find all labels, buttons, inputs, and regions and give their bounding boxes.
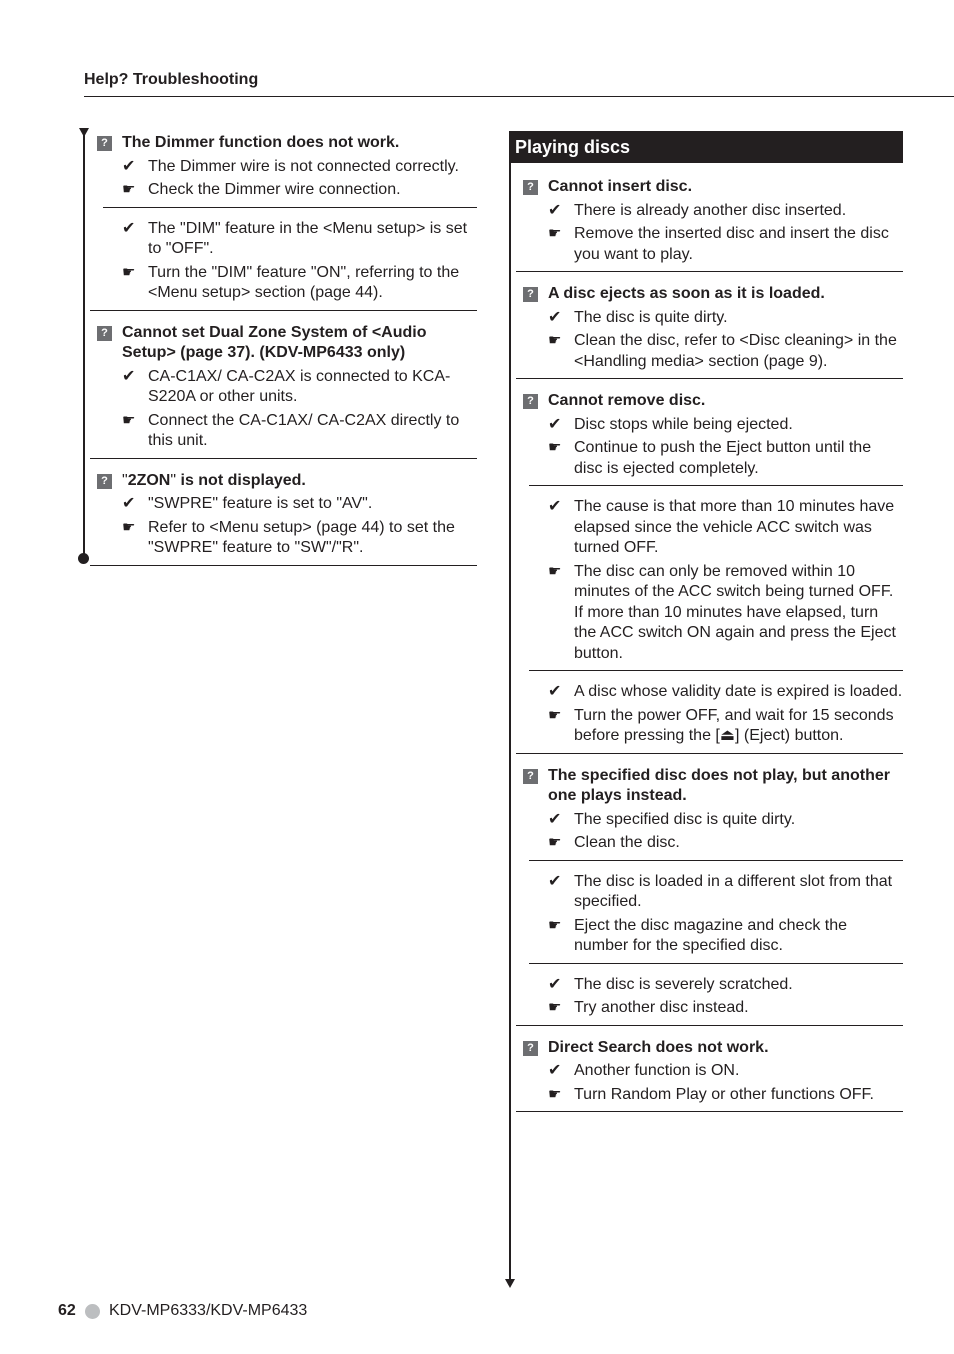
page-number: 62 (58, 1302, 76, 1319)
remedy-text: Connect the CA-C1AX/ CA-C2AX directly to this unit. (148, 411, 460, 449)
question-icon: ? (97, 136, 112, 151)
pointing-hand-icon: ☛ (548, 916, 562, 934)
check-icon: ✔ (122, 495, 136, 512)
problem-title: Direct Search does not work. (548, 1038, 769, 1056)
pointing-hand-icon: ☛ (122, 263, 136, 281)
model-name: KDV-MP6333/KDV-MP6433 (109, 1302, 308, 1319)
problem-title: Cannot set Dual Zone System of <Audio Setup> (page 37). (KDV-MP6433 only) (122, 323, 427, 361)
left-column (90, 133, 477, 566)
cause-text: The disc is severely scratched. (574, 975, 793, 993)
problem-block (90, 133, 477, 311)
check-icon: ✔ (548, 810, 562, 828)
check-icon: ✔ (548, 683, 562, 700)
check-icon: ✔ (548, 415, 562, 433)
problem-title: "2ZON" is not displayed. (122, 471, 306, 489)
pointing-hand-icon: ☛ (548, 562, 562, 580)
cause-text: "SWPRE" feature is set to "AV". (148, 495, 373, 512)
pointing-hand-icon: ☛ (548, 834, 562, 851)
check-icon: ✔ (548, 308, 562, 326)
check-icon: ✔ (548, 1062, 562, 1079)
remedy-text: Clean the disc, refer to <Disc cleaning> in the <Handling media> section (page 9). (574, 332, 897, 370)
problem-block (516, 1038, 903, 1113)
check-icon: ✔ (548, 872, 562, 890)
cause-text: Another function is ON. (574, 1062, 740, 1079)
cause-text: A disc whose validity date is expired is loaded. (574, 683, 903, 700)
question-icon: ? (523, 394, 538, 409)
page-header-title: Help? Troubleshooting (84, 71, 259, 88)
question-icon: ? (523, 769, 538, 784)
right-column (516, 131, 903, 1112)
flow-end-dot-icon (78, 553, 89, 564)
question-icon: ? (97, 326, 112, 341)
question-icon: ? (97, 474, 112, 489)
pointing-hand-icon: ☛ (548, 332, 562, 349)
flow-arrow-down-icon (79, 128, 89, 137)
problem-block (516, 766, 903, 1026)
cause-text: The disc is quite dirty. (574, 308, 728, 326)
remedy-text: The disc can only be removed within 10 minutes of the ACC switch being turned OFF. If more than 10 minutes have elapsed, turn the ACC switch ON again and press the Eject button. (574, 562, 896, 662)
remedy-text: Try another disc instead. (574, 999, 749, 1016)
check-icon: ✔ (122, 219, 136, 237)
check-icon: ✔ (548, 201, 562, 219)
problem-block (90, 323, 477, 459)
header-rule (84, 96, 954, 97)
check-icon: ✔ (548, 975, 562, 993)
pointing-hand-icon: ☛ (122, 518, 136, 536)
check-icon: ✔ (122, 367, 136, 385)
pointing-hand-icon: ☛ (548, 225, 562, 242)
remedy-text: Remove the inserted disc and insert the disc you want to play. (574, 225, 889, 263)
eject-icon: ⏏ (719, 727, 735, 744)
problem-block (516, 391, 903, 754)
cause-text: The disc is loaded in a different slot from that specified. (574, 872, 893, 910)
footer-dot-icon (85, 1304, 100, 1319)
cause-text: There is already another disc inserted. (574, 201, 847, 219)
pointing-hand-icon: ☛ (122, 181, 136, 198)
cause-text: The specified disc is quite dirty. (574, 810, 796, 828)
remedy-text: Continue to push the Eject button until the disc is ejected completely. (574, 439, 872, 477)
remedy-text: Eject the disc magazine and check the number for the specified disc. (574, 916, 848, 954)
cause-text: The cause is that more than 10 minutes have elapsed since the vehicle ACC switch was turned OFF. (574, 498, 895, 556)
remedy-text: Refer to <Menu setup> (page 44) to set the "SWPRE" feature to "SW"/"R". (148, 518, 455, 556)
remedy-text: Turn the power OFF, and wait for 15 seconds before pressing the [⏏] (Eject) button. (574, 706, 894, 744)
problem-title: Cannot remove disc. (548, 392, 706, 409)
pointing-hand-icon: ☛ (548, 439, 562, 456)
flow-line-left (83, 130, 85, 558)
cause-text: The Dimmer wire is not connected correctly. (148, 157, 459, 175)
question-icon: ? (523, 287, 538, 302)
problem-title: A disc ejects as soon as it is loaded. (548, 285, 825, 302)
problem-title: The Dimmer function does not work. (122, 134, 400, 151)
question-icon: ? (523, 1041, 538, 1056)
section-title: Playing discs (509, 131, 903, 163)
pointing-hand-icon: ☛ (548, 999, 562, 1016)
problem-block (516, 284, 903, 379)
flow-arrow-down-icon (505, 1279, 515, 1288)
question-icon: ? (523, 180, 538, 195)
remedy-text: Clean the disc. (574, 834, 680, 851)
problem-block (90, 471, 477, 566)
flow-line-right (509, 163, 511, 1281)
remedy-text: Turn Random Play or other functions OFF. (574, 1085, 874, 1103)
problem-block (516, 177, 903, 272)
problem-title: Cannot insert disc. (548, 178, 693, 195)
remedy-text: Check the Dimmer wire connection. (148, 181, 401, 198)
check-icon: ✔ (548, 498, 562, 515)
remedy-text: Turn the "DIM" feature "ON", referring to the <Menu setup> section (page 44). (148, 263, 460, 301)
problem-title: The specified disc does not play, but another one plays instead. (548, 766, 890, 804)
pointing-hand-icon: ☛ (122, 411, 136, 429)
cause-text: CA-C1AX/ CA-C2AX is connected to KCA-S220A or other units. (148, 367, 451, 405)
pointing-hand-icon: ☛ (548, 1085, 562, 1103)
cause-text: The "DIM" feature in the <Menu setup> is set to "OFF". (148, 219, 468, 257)
cause-text: Disc stops while being ejected. (574, 415, 793, 433)
check-icon: ✔ (122, 157, 136, 175)
pointing-hand-icon: ☛ (548, 706, 562, 724)
